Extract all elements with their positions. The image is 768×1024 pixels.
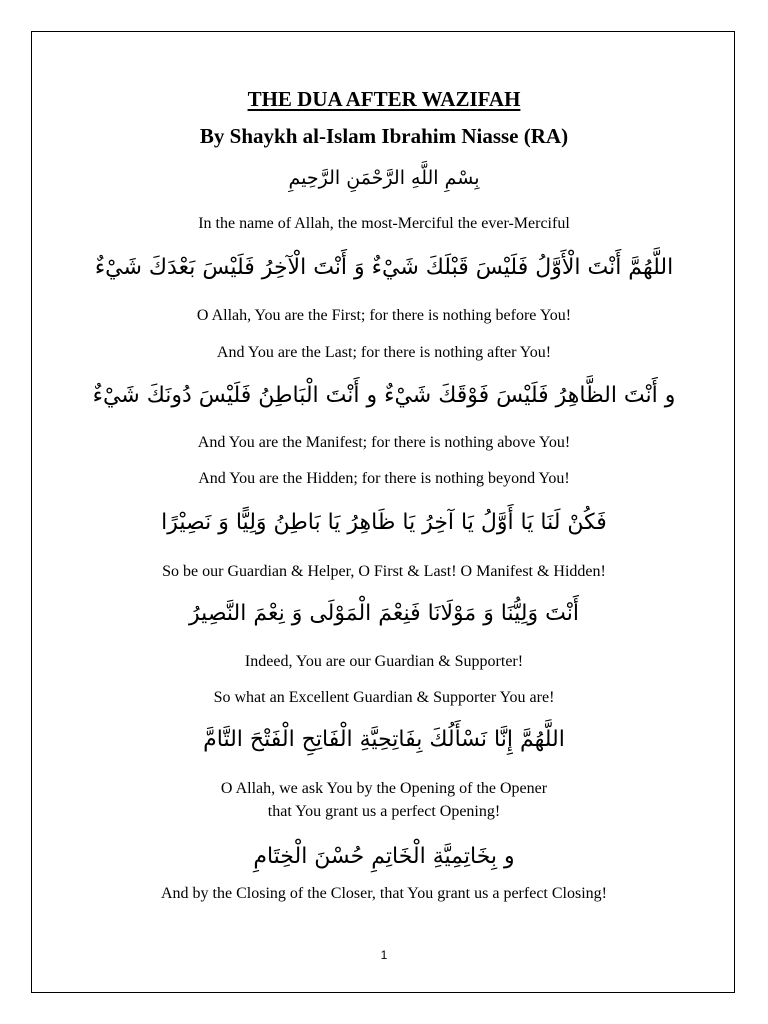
verse-1-translation-line-1: O Allah, You are the First; for there is nothing before You! <box>196 307 572 324</box>
verse-6-arabic: و بِخَاتِمِيَّةِ الْخَاتِمِ حُسْنَ الْخِتَامِ <box>253 844 515 869</box>
verse-3-translation-line-1: So be our Guardian & Helper, O First & Last! O Manifest & Hidden! <box>162 563 606 580</box>
page-number: 1 <box>380 948 388 962</box>
basmala-translation: In the name of Allah, the most-Merciful the ever-Merciful <box>198 215 570 232</box>
verse-5-translation-line-1: O Allah, we ask You by the Opening of the Opener <box>220 780 548 797</box>
document-title: THE DUA AFTER WAZIFAH <box>247 87 521 111</box>
verse-5-arabic: اللَّهُمَّ إِنَّا نَسْأَلُكَ بِفَاتِحِيَّةِ الْفَاتِحِ الْفَتْحَ التَّامَّ <box>203 727 565 752</box>
verse-5-translation-line-2: that You grant us a perfect Opening! <box>267 803 501 820</box>
basmala-arabic: بِسْمِ اللَّهِ الرَّحْمَنِ الرَّحِيمِ <box>288 167 480 189</box>
verse-4-arabic: أَنْتَ وَلِيُّنَا وَ مَوْلَانَا فَنِعْمَ الْمَوْلَى وَ نِعْمَ النَّصِيرُ <box>189 601 579 626</box>
verse-6-translation-line-1: And by the Closing of the Closer, that You grant us a perfect Closing! <box>161 885 607 902</box>
verse-1-translation-line-2: And You are the Last; for there is nothing after You! <box>216 344 552 361</box>
verse-2-arabic: و أَنْتَ الظَّاهِرُ فَلَيْسَ فَوْقَكَ شَيْءٌ و أَنْتَ الْبَاطِنُ فَلَيْسَ دُونَكَ شَيْءٌ <box>92 383 676 408</box>
verse-2-translation-line-1: And You are the Manifest; for there is nothing above You! <box>197 434 571 451</box>
verse-3-arabic: فَكُنْ لَنَا يَا أَوَّلُ يَا آخِرُ يَا ظَاهِرُ يَا بَاطِنُ وَلِيًّا وَ نَصِيْرًا <box>161 510 607 535</box>
verse-4-translation-line-1: Indeed, You are our Guardian & Supporter! <box>244 653 524 670</box>
verse-4-translation-line-2: So what an Excellent Guardian & Supporter You are! <box>213 689 555 706</box>
verse-1-arabic: اللَّهُمَّ أَنْتَ الْأَوَّلُ فَلَيْسَ قَبْلَكَ شَيْءٌ وَ أَنْتَ الْآخِرُ فَلَيْسَ بَعْدَكَ شَيْءٌ <box>94 255 674 280</box>
verse-2-translation-line-2: And You are the Hidden; for there is nothing beyond You! <box>198 470 570 487</box>
document-subtitle: By Shaykh al-Islam Ibrahim Niasse (RA) <box>199 124 569 148</box>
